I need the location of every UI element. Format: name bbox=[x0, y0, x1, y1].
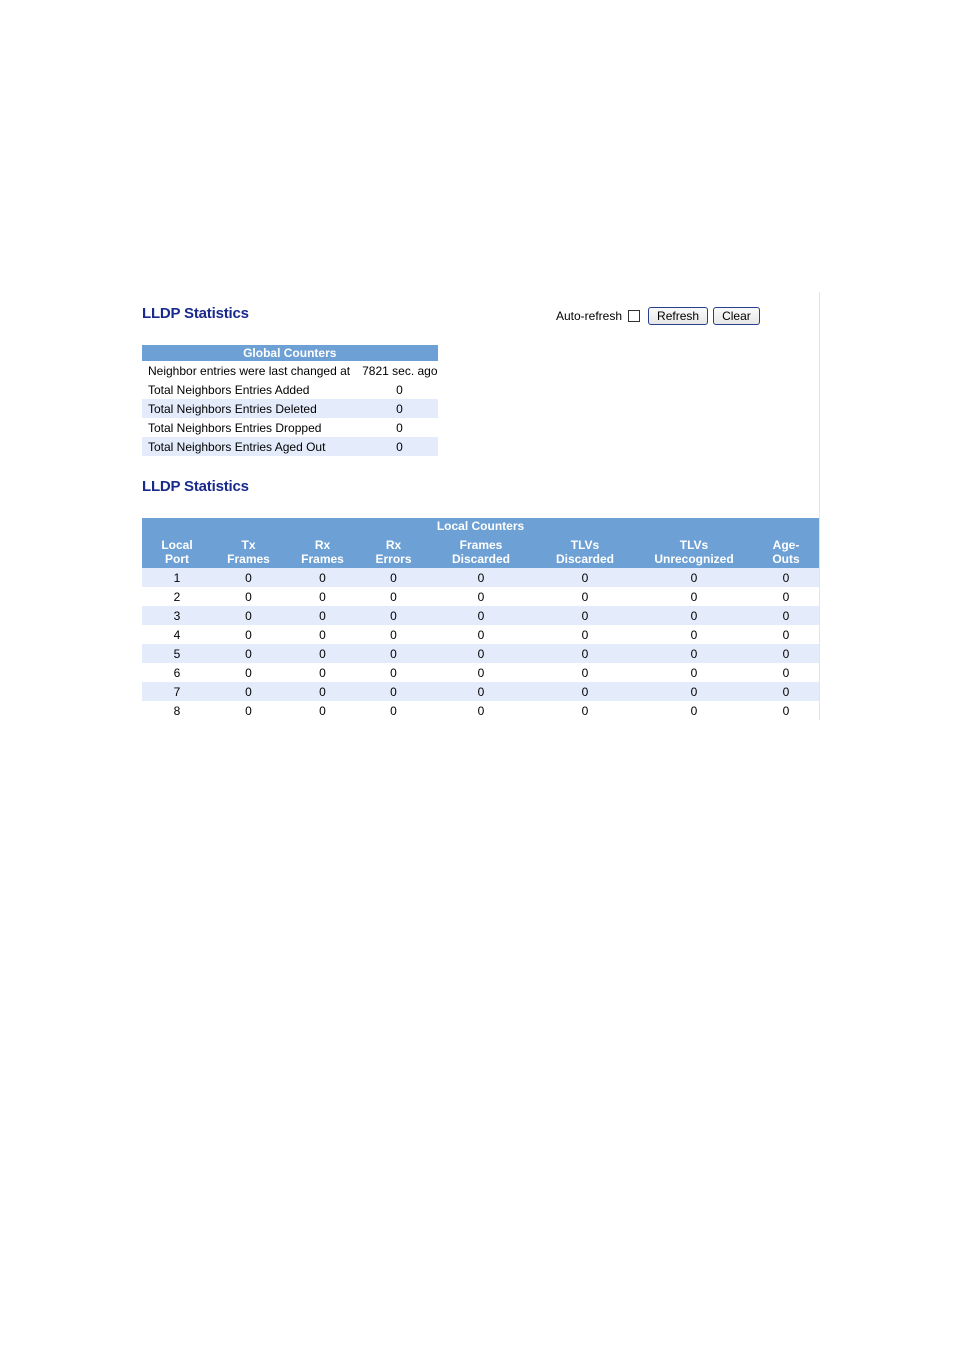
counter-value: 0 bbox=[356, 380, 437, 399]
column-header-line: Tx bbox=[241, 538, 256, 552]
cell-tlvs-unrecognized: 0 bbox=[635, 663, 753, 682]
cell-frames-discarded: 0 bbox=[427, 587, 535, 606]
cell-rx-frames: 0 bbox=[285, 568, 360, 587]
counter-label: Total Neighbors Entries Deleted bbox=[142, 399, 356, 418]
column-header-line: Frames bbox=[301, 552, 344, 566]
table-row bbox=[142, 418, 438, 437]
cell-tlvs-discarded: 0 bbox=[535, 682, 635, 701]
counter-value: 0 bbox=[356, 399, 437, 418]
cell-tlvs-discarded: 0 bbox=[535, 587, 635, 606]
table-row bbox=[142, 644, 819, 663]
cell-rx-errors: 0 bbox=[360, 663, 427, 682]
cell-local-port: 7 bbox=[142, 682, 212, 701]
cell-frames-discarded: 0 bbox=[427, 682, 535, 701]
cell-tlvs-discarded: 0 bbox=[535, 606, 635, 625]
cell-rx-errors: 0 bbox=[360, 568, 427, 587]
table-row bbox=[142, 701, 819, 720]
cell-rx-frames: 0 bbox=[285, 606, 360, 625]
cell-age-outs: 0 bbox=[753, 701, 819, 720]
table-row bbox=[142, 437, 438, 456]
cell-tx-frames: 0 bbox=[212, 701, 285, 720]
counter-label: Total Neighbors Entries Aged Out bbox=[142, 437, 356, 456]
table-row bbox=[142, 625, 819, 644]
cell-frames-discarded: 0 bbox=[427, 644, 535, 663]
column-header-line: Frames bbox=[459, 538, 503, 552]
cell-tx-frames: 0 bbox=[212, 587, 285, 606]
cell-age-outs: 0 bbox=[753, 625, 819, 644]
auto-refresh-label: Auto-refresh bbox=[556, 309, 623, 323]
cell-age-outs: 0 bbox=[753, 606, 819, 625]
counter-label: Total Neighbors Entries Dropped bbox=[142, 418, 356, 437]
cell-rx-frames: 0 bbox=[285, 682, 360, 701]
page-title: LLDP Statistics bbox=[142, 305, 249, 322]
column-header-line: Unrecognized bbox=[654, 552, 734, 566]
cell-rx-errors: 0 bbox=[360, 701, 427, 720]
column-header-line: Rx bbox=[385, 538, 402, 552]
clear-button[interactable]: Clear bbox=[713, 307, 760, 325]
refresh-button[interactable]: Refresh bbox=[648, 307, 708, 325]
column-header-row bbox=[142, 534, 819, 568]
cell-frames-discarded: 0 bbox=[427, 625, 535, 644]
cell-tlvs-discarded: 0 bbox=[535, 644, 635, 663]
cell-tlvs-unrecognized: 0 bbox=[635, 644, 753, 663]
cell-rx-errors: 0 bbox=[360, 682, 427, 701]
cell-rx-frames: 0 bbox=[285, 663, 360, 682]
column-header-tlvs-discarded bbox=[535, 534, 635, 568]
cell-age-outs: 0 bbox=[753, 587, 819, 606]
table-row bbox=[142, 606, 819, 625]
cell-rx-errors: 0 bbox=[360, 625, 427, 644]
column-header-line: Discarded bbox=[555, 552, 615, 566]
column-header-line: Port bbox=[165, 552, 189, 566]
column-header-age-outs bbox=[753, 534, 819, 568]
cell-tx-frames: 0 bbox=[212, 663, 285, 682]
cell-age-outs: 0 bbox=[753, 663, 819, 682]
cell-rx-frames: 0 bbox=[285, 625, 360, 644]
column-header-rx-errors bbox=[360, 534, 427, 568]
cell-tx-frames: 0 bbox=[212, 606, 285, 625]
cell-rx-frames: 0 bbox=[285, 701, 360, 720]
cell-rx-errors: 0 bbox=[360, 644, 427, 663]
global-counters-header: Global Counters bbox=[142, 345, 438, 361]
counter-value: 7821 sec. ago bbox=[356, 361, 437, 380]
cell-local-port: 8 bbox=[142, 701, 212, 720]
cell-tlvs-unrecognized: 0 bbox=[635, 606, 753, 625]
cell-local-port: 6 bbox=[142, 663, 212, 682]
cell-rx-errors: 0 bbox=[360, 587, 427, 606]
column-header-local-port bbox=[142, 534, 212, 568]
cell-tlvs-discarded: 0 bbox=[535, 701, 635, 720]
cell-local-port: 1 bbox=[142, 568, 212, 587]
cell-tlvs-unrecognized: 0 bbox=[635, 682, 753, 701]
auto-refresh-checkbox[interactable] bbox=[628, 310, 640, 322]
column-header-line: Age- bbox=[772, 538, 800, 552]
table-row bbox=[142, 587, 819, 606]
table-row bbox=[142, 682, 819, 701]
column-header-line: Rx bbox=[314, 538, 331, 552]
local-counters-header: Local Counters bbox=[142, 518, 819, 534]
table-row bbox=[142, 399, 438, 418]
cell-local-port: 3 bbox=[142, 606, 212, 625]
cell-frames-discarded: 0 bbox=[427, 606, 535, 625]
cell-rx-frames: 0 bbox=[285, 644, 360, 663]
column-header-line: Discarded bbox=[451, 552, 511, 566]
local-counters-table bbox=[142, 518, 819, 720]
cell-local-port: 4 bbox=[142, 625, 212, 644]
column-header-frames-discarded bbox=[427, 534, 535, 568]
table-row bbox=[142, 361, 438, 380]
column-header-line: Errors bbox=[375, 552, 412, 566]
cell-age-outs: 0 bbox=[753, 568, 819, 587]
cell-rx-frames: 0 bbox=[285, 587, 360, 606]
cell-tlvs-unrecognized: 0 bbox=[635, 587, 753, 606]
cell-tx-frames: 0 bbox=[212, 625, 285, 644]
column-header-rx-frames bbox=[285, 534, 360, 568]
refresh-controls bbox=[556, 305, 765, 327]
counter-label: Total Neighbors Entries Added bbox=[142, 380, 356, 399]
cell-local-port: 5 bbox=[142, 644, 212, 663]
column-header-tx-frames bbox=[212, 534, 285, 568]
cell-tx-frames: 0 bbox=[212, 568, 285, 587]
column-header-tlvs-unrecognized bbox=[635, 534, 753, 568]
cell-age-outs: 0 bbox=[753, 682, 819, 701]
cell-frames-discarded: 0 bbox=[427, 663, 535, 682]
table-row bbox=[142, 568, 819, 587]
column-header-line: Local bbox=[161, 538, 193, 552]
column-header-line: Frames bbox=[227, 552, 270, 566]
column-header-line: TLVs bbox=[570, 538, 600, 552]
counter-value: 0 bbox=[356, 437, 437, 456]
cell-tlvs-discarded: 0 bbox=[535, 625, 635, 644]
column-header-line: Outs bbox=[772, 552, 800, 566]
table-row bbox=[142, 663, 819, 682]
cell-tlvs-unrecognized: 0 bbox=[635, 701, 753, 720]
counter-value: 0 bbox=[356, 418, 437, 437]
cell-local-port: 2 bbox=[142, 587, 212, 606]
cell-tx-frames: 0 bbox=[212, 644, 285, 663]
column-header-line: TLVs bbox=[679, 538, 709, 552]
panel-right-border bbox=[819, 292, 820, 720]
counter-label: Neighbor entries were last changed at bbox=[142, 361, 356, 380]
cell-tlvs-discarded: 0 bbox=[535, 663, 635, 682]
cell-tlvs-unrecognized: 0 bbox=[635, 625, 753, 644]
cell-tlvs-discarded: 0 bbox=[535, 568, 635, 587]
global-counters-table bbox=[142, 345, 438, 456]
cell-frames-discarded: 0 bbox=[427, 568, 535, 587]
cell-frames-discarded: 0 bbox=[427, 701, 535, 720]
table-row bbox=[142, 380, 438, 399]
cell-tlvs-unrecognized: 0 bbox=[635, 568, 753, 587]
cell-age-outs: 0 bbox=[753, 644, 819, 663]
section-title: LLDP Statistics bbox=[142, 478, 249, 495]
cell-rx-errors: 0 bbox=[360, 606, 427, 625]
cell-tx-frames: 0 bbox=[212, 682, 285, 701]
